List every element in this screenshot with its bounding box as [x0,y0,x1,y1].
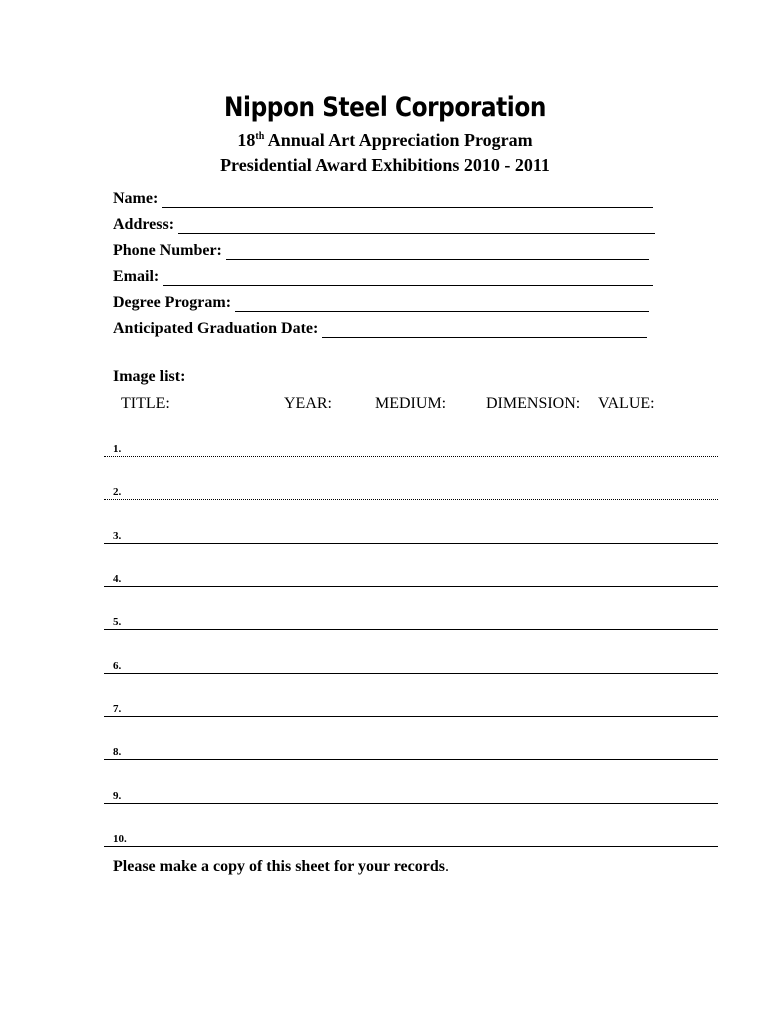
graduation-label: Anticipated Graduation Date: [113,320,319,337]
image-row-4[interactable] [104,566,718,587]
graduation-input-line[interactable] [322,321,647,338]
name-field[interactable] [113,186,653,208]
image-row-5[interactable] [104,609,718,630]
footer-note-text: Please make a copy of this sheet for your records [113,858,445,875]
image-row-3[interactable] [104,523,718,544]
phone-label: Phone Number: [113,242,222,259]
footer-note [113,858,449,876]
degree-label: Degree Program: [113,294,232,311]
column-title: TITLE: [121,395,170,412]
program-title [0,130,770,151]
image-row-10[interactable] [104,826,718,847]
phone-input-line[interactable] [226,243,649,260]
image-row-9[interactable] [104,783,718,804]
degree-field[interactable] [113,290,649,312]
email-input-line[interactable] [163,269,653,286]
degree-input-line[interactable] [235,295,649,312]
row-number: 6. [113,660,122,672]
graduation-field[interactable] [113,316,647,338]
column-value: VALUE: [598,395,655,412]
row-number: 3. [113,530,122,542]
email-field[interactable] [113,264,653,286]
email-label: Email: [113,268,160,285]
program-number: 18 [237,130,256,150]
image-list-label: Image list: [113,368,186,385]
row-number: 1. [113,443,122,455]
column-year: YEAR: [284,395,332,412]
image-row-1[interactable] [104,436,718,457]
row-number: 10. [113,833,127,845]
address-label: Address: [113,216,175,233]
program-suffix: th [255,131,265,142]
row-number: 8. [113,746,122,758]
image-row-8[interactable] [104,739,718,760]
row-number: 9. [113,790,122,802]
column-dimension: DIMENSION: [486,395,581,412]
footer-note-period: . [444,858,449,875]
address-field[interactable] [113,212,655,234]
corporation-logo-title: Nippon Steel Corporation [224,92,546,123]
image-row-7[interactable] [104,696,718,717]
name-input-line[interactable] [162,191,653,208]
address-input-line[interactable] [178,217,655,234]
row-number: 2. [113,486,122,498]
name-label: Name: [113,190,159,207]
image-row-2[interactable] [104,479,718,500]
row-number: 4. [113,573,122,585]
phone-field[interactable] [113,238,649,260]
column-medium: MEDIUM: [375,395,447,412]
program-subtitle: Presidential Award Exhibitions 2010 - 2011 [220,155,550,175]
image-row-6[interactable] [104,653,718,674]
program-title-rest: Annual Art Appreciation Program [264,130,533,150]
row-number: 7. [113,703,122,715]
row-number: 5. [113,616,122,628]
